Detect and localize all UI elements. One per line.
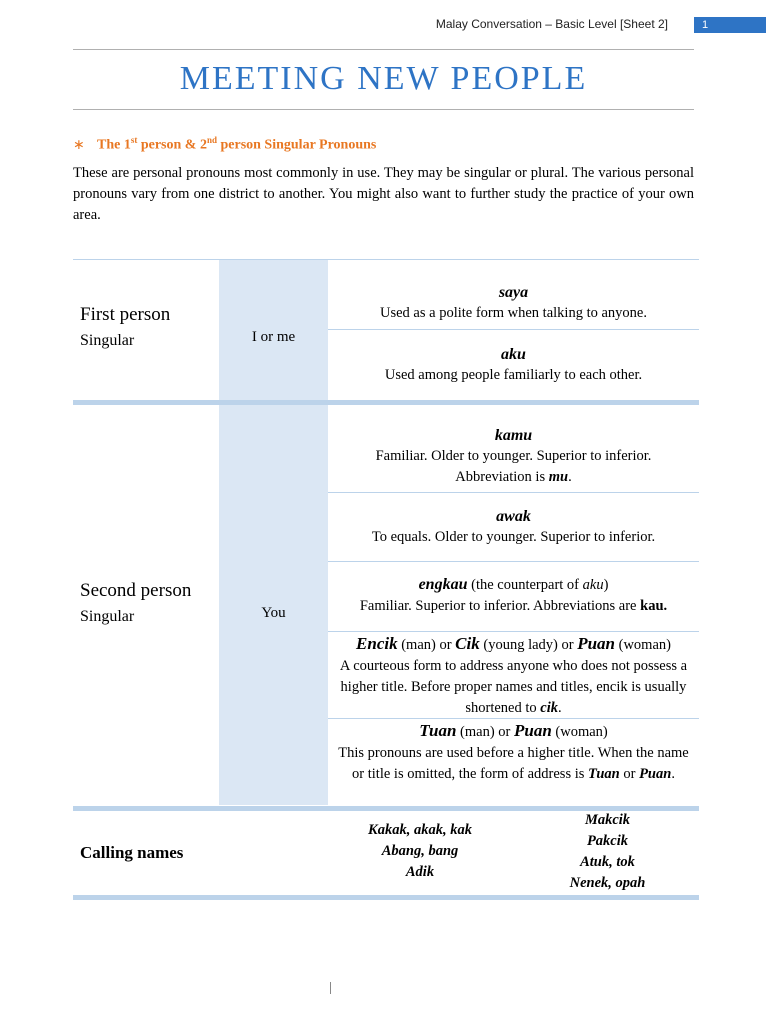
pronoun-description: A courteous form to address anyone who does not possess a higher title. Before proper names and titles, encik is usually shortened to cik. bbox=[339, 658, 688, 716]
calling-name: Adik bbox=[405, 864, 435, 880]
page-number-badge: 1 bbox=[694, 17, 766, 33]
pronoun-heading: engkau (the counterpart of aku) bbox=[418, 576, 609, 593]
first-person-label: First person bbox=[80, 304, 171, 325]
second-person-sublabel: Singular bbox=[80, 608, 135, 625]
calling-name: Kakak, akak, kak bbox=[368, 822, 472, 838]
cell-separator bbox=[328, 492, 699, 493]
pronoun-description: Used among people familiarly to each other. bbox=[384, 367, 643, 383]
second-person-meaning: You bbox=[261, 605, 286, 621]
pronoun-heading: Tuan (man) or Puan (woman) bbox=[419, 721, 608, 740]
pronoun-tuan-puan bbox=[328, 720, 699, 785]
document-header-title: Malay Conversation – Basic Level [Sheet 2] bbox=[435, 17, 668, 31]
pronoun-term: aku bbox=[501, 346, 526, 363]
calling-name: Nenek, opah bbox=[569, 875, 646, 891]
pronoun-term: saya bbox=[498, 284, 529, 301]
cell-separator bbox=[328, 631, 699, 632]
table-bottom-border bbox=[73, 895, 699, 900]
title-rule bbox=[73, 109, 694, 110]
pronoun-description: Used as a polite form when talking to anyone. bbox=[380, 305, 647, 321]
pronoun-engkau bbox=[328, 574, 699, 617]
footer-mark bbox=[330, 982, 331, 994]
cell-separator bbox=[328, 329, 699, 330]
calling-name: Abang, bang bbox=[381, 843, 459, 859]
intro-paragraph: These are personal pronouns most commonly in use. They may be singular or plural. The various personal pronouns vary from one district to another. You might also want to further study the practice of your own area. bbox=[73, 165, 694, 223]
first-person-meaning: I or me bbox=[251, 329, 296, 345]
first-person-sublabel: Singular bbox=[80, 332, 135, 349]
pronoun-term: awak bbox=[496, 508, 531, 525]
pronoun-abbreviation: Abbreviation is mu. bbox=[455, 469, 572, 485]
cell-separator bbox=[328, 561, 699, 562]
section-heading: ∗ The 1st person & 2nd person Singular Pronouns bbox=[73, 135, 377, 153]
pronoun-awak bbox=[328, 506, 699, 548]
calling-names-list-2 bbox=[520, 810, 695, 894]
pronoun-term: kamu bbox=[494, 427, 533, 444]
pronoun-saya bbox=[328, 282, 699, 324]
pronoun-kamu bbox=[328, 425, 699, 488]
calling-name: Pakcik bbox=[586, 833, 629, 849]
pronoun-description: This pronouns are used before a higher title. When the name or title is omitted, the form of address is Tuan or Puan. bbox=[338, 745, 689, 782]
table-top-border bbox=[73, 259, 699, 260]
pronoun-description: Familiar. Superior to inferior. Abbreviations are kau. bbox=[359, 598, 668, 614]
header-rule bbox=[73, 49, 694, 50]
calling-name: Makcik bbox=[584, 812, 631, 828]
calling-names-label: Calling names bbox=[80, 843, 184, 862]
pronoun-encik-cik-puan bbox=[328, 633, 699, 719]
calling-names-list-1 bbox=[330, 820, 510, 883]
table-row-divider bbox=[73, 400, 699, 405]
asterisk-bullet-icon: ∗ bbox=[73, 137, 85, 153]
pronoun-heading: Encik (man) or Cik (young lady) or Puan (woman) bbox=[356, 634, 671, 653]
second-person-label: Second person bbox=[80, 580, 192, 601]
pronoun-aku bbox=[328, 344, 699, 386]
calling-name: Atuk, tok bbox=[580, 854, 635, 870]
pronoun-description: Familiar. Older to younger. Superior to inferior. bbox=[375, 448, 652, 464]
page-title: MEETING NEW PEOPLE bbox=[179, 60, 588, 97]
pronoun-description: To equals. Older to younger. Superior to inferior. bbox=[371, 529, 656, 545]
